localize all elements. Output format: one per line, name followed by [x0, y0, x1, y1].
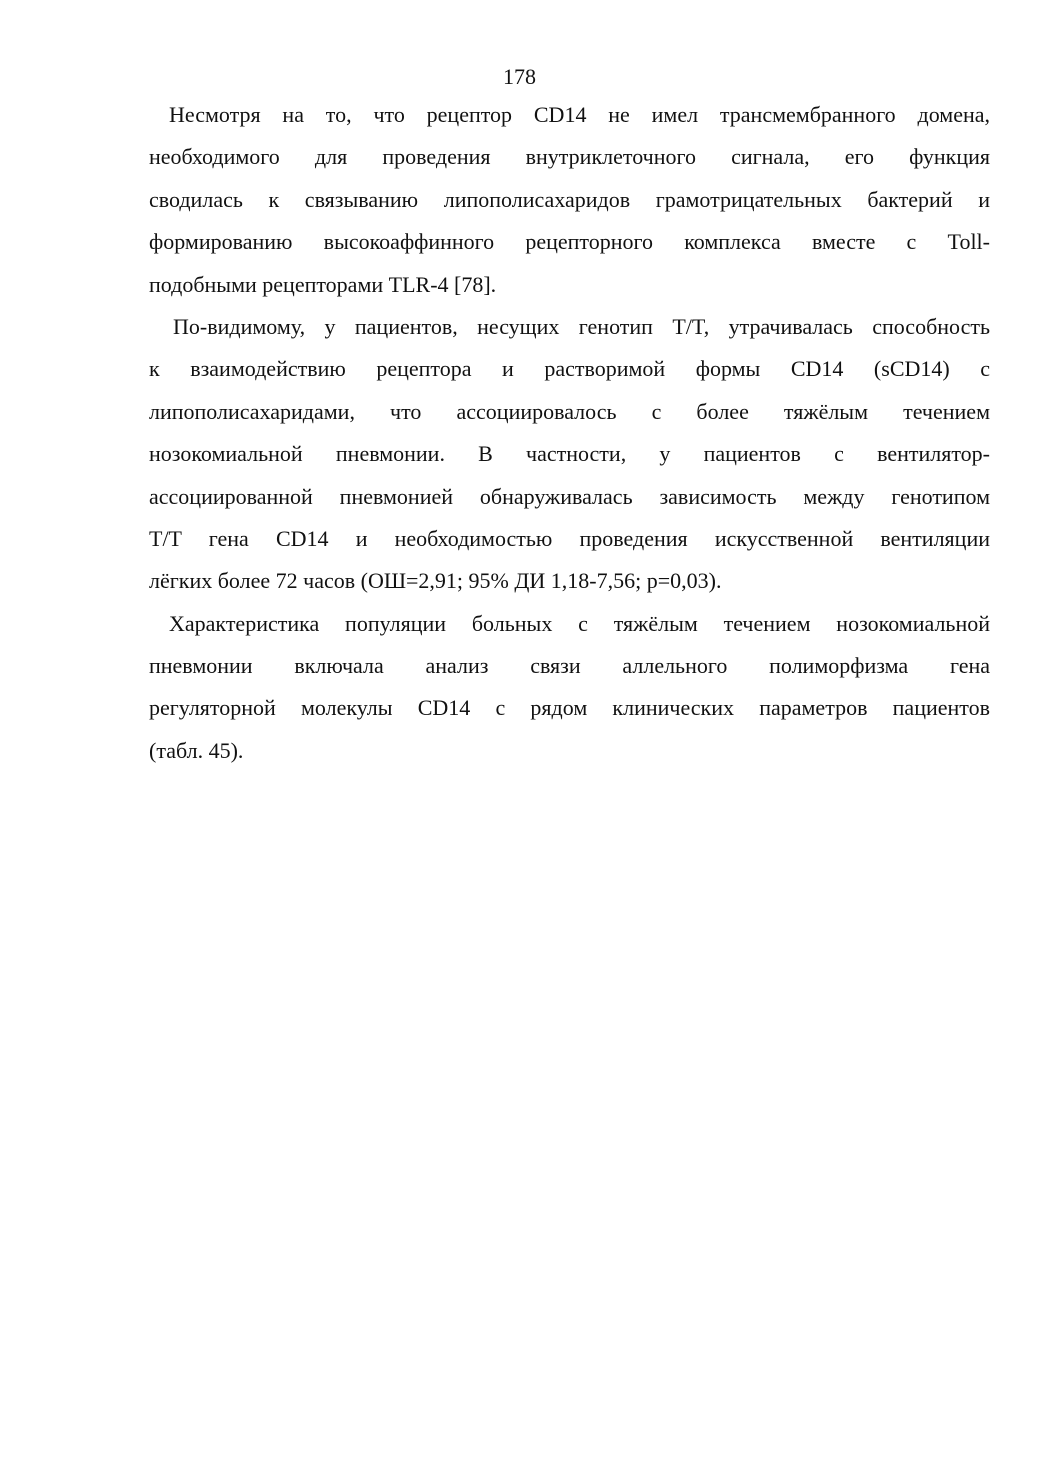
paragraph-line: лёгких более 72 часов (ОШ=2,91; 95% ДИ 1,18-7,56; p=0,03).: [149, 568, 722, 594]
paragraph-line: липополисахаридами, что ассоциировалось с более тяжёлым течением: [149, 398, 990, 424]
paragraph-line: к взаимодействию рецептора и растворимой формы CD14 (sCD14) с: [149, 356, 990, 382]
paragraph-line: нозокомиальной пневмонии. В частности, у пациентов с вентилятор-: [149, 441, 990, 467]
paragraph-2: [149, 306, 990, 603]
paragraph-3: [149, 603, 990, 773]
paragraph-line: регуляторной молекулы CD14 с рядом клинических параметров пациентов: [149, 695, 990, 721]
paragraph-line: пневмонии включала анализ связи аллельного полиморфизма гена: [149, 653, 990, 679]
paragraph-line: сводилась к связыванию липополисахаридов грамотрицательных бактерий и: [149, 186, 990, 212]
paragraph-line: формированию высокоаффинного рецепторного комплекса вместе с Toll-: [149, 229, 990, 255]
paragraph-line: Несмотря на то, что рецептор CD14 не имел трансмембранного домена,: [169, 102, 990, 127]
paragraph-line: Характеристика популяции больных с тяжёлым течением нозокомиальной: [169, 610, 990, 636]
paragraph-line: подобными рецепторами TLR-4 [78].: [149, 271, 497, 297]
paragraph-line: По-видимому, у пациентов, несущих генотип T/T, утрачивалась способность: [173, 313, 990, 339]
paragraph-line: необходимого для проведения внутриклеточного сигнала, его функция: [149, 144, 990, 170]
body-text: [149, 94, 990, 772]
paragraph-line: ассоциированной пневмонией обнаруживалась зависимость между генотипом: [149, 483, 990, 509]
page-number: 178: [503, 64, 536, 89]
paragraph-line: (табл. 45).: [149, 737, 244, 763]
paragraph-line: T/T гена CD14 и необходимостью проведения искусственной вентиляции: [149, 525, 990, 551]
paragraph-1: [149, 94, 990, 306]
